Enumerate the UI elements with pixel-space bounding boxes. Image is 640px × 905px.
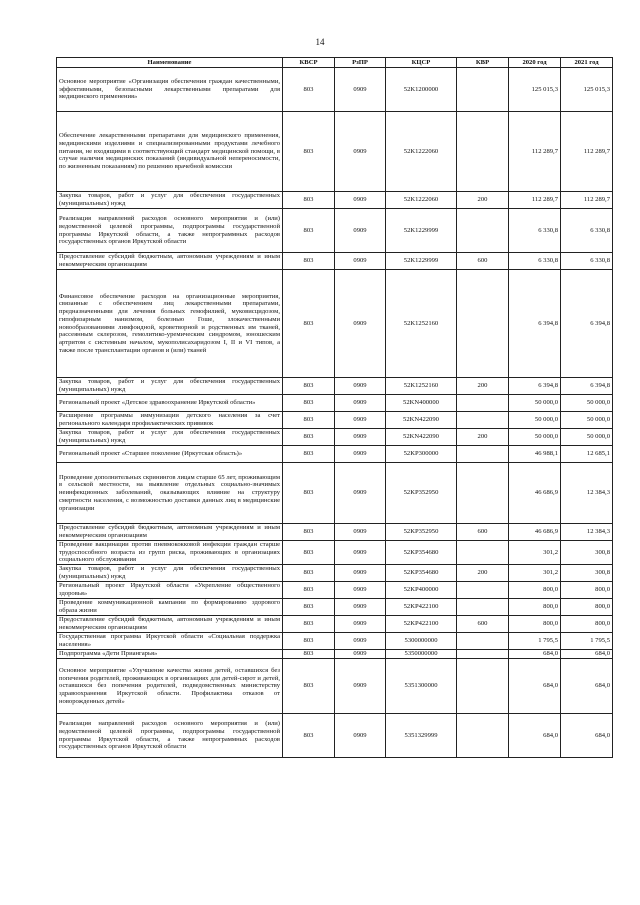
table-row [57, 565, 613, 582]
row-rzpr: 0909 [335, 541, 386, 565]
row-value-2021: 50 000,0 [561, 429, 613, 446]
row-rzpr: 0909 [335, 412, 386, 429]
table-row [57, 192, 613, 209]
row-value-2021: 300,8 [561, 541, 613, 565]
row-value-2020: 301,2 [509, 541, 561, 565]
row-kcsr: 52K1229999 [386, 253, 457, 270]
row-name: Реализация направлений расходов основного мероприятия и (или) ведомственной целевой программы, подпрограммы государственной программы Иркутской области, а также непрограммных расходов государственных органов Иркутской области [57, 209, 283, 253]
row-kvr [457, 112, 509, 192]
row-rzpr: 0909 [335, 616, 386, 633]
row-kvsr: 803 [283, 253, 335, 270]
row-kvr: 200 [457, 378, 509, 395]
table-row [57, 650, 613, 659]
row-value-2020: 50 000,0 [509, 429, 561, 446]
row-kvr: 200 [457, 565, 509, 582]
row-kvr [457, 446, 509, 463]
row-value-2021: 12 685,1 [561, 446, 613, 463]
row-name: Подпрограмма «Дети Приангарья» [57, 650, 283, 659]
row-kvsr: 803 [283, 633, 335, 650]
row-kvr [457, 412, 509, 429]
row-rzpr: 0909 [335, 270, 386, 378]
row-kvr [457, 633, 509, 650]
row-name: Предоставление субсидий бюджетным, автономным учреждениям и иным некоммерческим организациям [57, 616, 283, 633]
row-name: Проведение коммуникационной кампании по формированию здорового образа жизни [57, 599, 283, 616]
row-value-2021: 684,0 [561, 650, 613, 659]
row-kvsr: 803 [283, 650, 335, 659]
row-kvr: 600 [457, 253, 509, 270]
row-rzpr: 0909 [335, 650, 386, 659]
header-kvsr: КВСР [283, 58, 335, 68]
row-value-2020: 46 686,9 [509, 524, 561, 541]
row-name: Закупка товаров, работ и услуг для обеспечения государственных (муниципальных) нужд [57, 565, 283, 582]
row-kvsr: 803 [283, 565, 335, 582]
row-kcsr: 52K1222060 [386, 192, 457, 209]
row-kcsr: 52KP354680 [386, 541, 457, 565]
header-kvr: КВР [457, 58, 509, 68]
table-row [57, 582, 613, 599]
row-kcsr: 52K1200000 [386, 68, 457, 112]
row-name: Региональный проект «Старшее поколение (Иркутская область)» [57, 446, 283, 463]
row-value-2020: 800,0 [509, 616, 561, 633]
table-row [57, 253, 613, 270]
table-row [57, 599, 613, 616]
row-value-2021: 12 384,3 [561, 524, 613, 541]
budget-table [56, 57, 613, 758]
row-rzpr: 0909 [335, 582, 386, 599]
row-value-2020: 1 795,5 [509, 633, 561, 650]
row-name: Основное мероприятие «Организация обеспечения граждан качественными, эффективными, безопасными лекарственными препаратами для медицинского применения» [57, 68, 283, 112]
row-kvsr: 803 [283, 270, 335, 378]
row-kvsr: 803 [283, 659, 335, 714]
table-row [57, 270, 613, 378]
row-rzpr: 0909 [335, 524, 386, 541]
row-name: Предоставление субсидий бюджетным, автономным учреждениям и иным некоммерческим организациям [57, 524, 283, 541]
table-row [57, 112, 613, 192]
row-value-2020: 6 330,8 [509, 209, 561, 253]
row-kcsr: 52K1222060 [386, 112, 457, 192]
row-rzpr: 0909 [335, 633, 386, 650]
row-value-2020: 112 289,7 [509, 192, 561, 209]
row-kcsr: 52KP352950 [386, 463, 457, 524]
row-name: Региональный проект «Детское здравоохранение Иркутской области» [57, 395, 283, 412]
row-value-2020: 301,2 [509, 565, 561, 582]
row-kcsr: 5300000000 [386, 633, 457, 650]
table-row [57, 616, 613, 633]
row-kcsr: 52KP300000 [386, 446, 457, 463]
row-kvr [457, 395, 509, 412]
row-name: Региональный проект Иркутской области «Укрепление общественного здоровья» [57, 582, 283, 599]
row-value-2021: 112 289,7 [561, 192, 613, 209]
row-name: Проведение дополнительных скринингов лицам старше 65 лет, проживающим в сельской местности, на выявление отдельных социально-значимых неинфекционных заболеваний, оказывающих влияние на структуру смертности населения, с возможностью доставки данных лиц в медицинские организации [57, 463, 283, 524]
row-kvsr: 803 [283, 429, 335, 446]
row-kvr [457, 463, 509, 524]
row-kvr [457, 209, 509, 253]
row-kvr: 600 [457, 524, 509, 541]
row-value-2020: 800,0 [509, 582, 561, 599]
table-row [57, 412, 613, 429]
row-kvsr: 803 [283, 714, 335, 758]
row-kvsr: 803 [283, 541, 335, 565]
table-row [57, 524, 613, 541]
header-rzpr: РзПР [335, 58, 386, 68]
table-row [57, 446, 613, 463]
row-value-2021: 300,8 [561, 565, 613, 582]
row-kvr [457, 714, 509, 758]
row-kvr [457, 270, 509, 378]
row-kvsr: 803 [283, 112, 335, 192]
row-kvsr: 803 [283, 524, 335, 541]
row-value-2020: 800,0 [509, 599, 561, 616]
row-value-2020: 50 000,0 [509, 395, 561, 412]
row-kvr: 200 [457, 192, 509, 209]
row-rzpr: 0909 [335, 463, 386, 524]
row-name: Основное мероприятие «Улучшение качества жизни детей, оставшихся без попечения родителей, проживающих в организациях для детей-сирот и детей, оставшихся без попечения родителей, подведомственных министерству здравоохранения Иркутской области. Профилактика отказов от новорожденных детей» [57, 659, 283, 714]
row-kvr: 200 [457, 429, 509, 446]
row-value-2020: 50 000,0 [509, 412, 561, 429]
table-row [57, 378, 613, 395]
table-row [57, 714, 613, 758]
row-rzpr: 0909 [335, 253, 386, 270]
row-kvr [457, 68, 509, 112]
row-name: Обеспечение лекарственными препаратами для медицинского применения, медицинскими изделиями и специализированными продуктами лечебного питания, не входящими в соответствующий стандарт медицинской помощи, в случае наличия медицинских показаний (индивидуальной непереносимости, по жизненным показаниям) по решению врачебной комиссии [57, 112, 283, 192]
row-name: Закупка товаров, работ и услуг для обеспечения государственных (муниципальных) нужд [57, 429, 283, 446]
row-kcsr: 52KP354680 [386, 565, 457, 582]
row-kvsr: 803 [283, 463, 335, 524]
row-kcsr: 52KP422100 [386, 616, 457, 633]
row-name: Реализация направлений расходов основного мероприятия и (или) ведомственной целевой программы, подпрограммы государственной программы Иркутской области, а также непрограммных расходов государственных органов Иркутской области [57, 714, 283, 758]
header-2021: 2021 год [561, 58, 613, 68]
row-kvsr: 803 [283, 599, 335, 616]
table-row [57, 395, 613, 412]
row-kcsr: 52KN400000 [386, 395, 457, 412]
row-name: Предоставление субсидий бюджетным, автономным учреждениям и иным некоммерческим организациям [57, 253, 283, 270]
row-value-2021: 6 330,8 [561, 253, 613, 270]
row-value-2020: 112 289,7 [509, 112, 561, 192]
row-kvr [457, 650, 509, 659]
row-value-2021: 684,0 [561, 659, 613, 714]
row-rzpr: 0909 [335, 209, 386, 253]
row-value-2020: 125 015,3 [509, 68, 561, 112]
row-kvsr: 803 [283, 192, 335, 209]
row-name: Закупка товаров, работ и услуг для обеспечения государственных (муниципальных) нужд [57, 378, 283, 395]
table-row [57, 429, 613, 446]
row-kvr: 600 [457, 616, 509, 633]
row-value-2021: 6 330,8 [561, 209, 613, 253]
row-kvsr: 803 [283, 446, 335, 463]
table-row [57, 209, 613, 253]
row-value-2020: 684,0 [509, 659, 561, 714]
table-header-row [57, 58, 613, 68]
row-kvr [457, 599, 509, 616]
row-kvsr: 803 [283, 582, 335, 599]
page-number: 14 [315, 37, 325, 47]
row-name: Закупка товаров, работ и услуг для обеспечения государственных (муниципальных) нужд [57, 192, 283, 209]
row-value-2020: 6 330,8 [509, 253, 561, 270]
row-rzpr: 0909 [335, 68, 386, 112]
row-name: Расширение программы иммунизации детского населения за счет регионального календаря профилактических прививок [57, 412, 283, 429]
row-kvr [457, 541, 509, 565]
table-row [57, 463, 613, 524]
row-value-2021: 1 795,5 [561, 633, 613, 650]
row-kvsr: 803 [283, 412, 335, 429]
table-row [57, 541, 613, 565]
row-name: Государственная программа Иркутской области «Социальная поддержка населения» [57, 633, 283, 650]
row-kvsr: 803 [283, 68, 335, 112]
row-kvsr: 803 [283, 378, 335, 395]
table-row [57, 68, 613, 112]
row-kvsr: 803 [283, 616, 335, 633]
row-kcsr: 52K1252160 [386, 270, 457, 378]
row-kcsr: 52KP352950 [386, 524, 457, 541]
row-value-2021: 800,0 [561, 599, 613, 616]
row-value-2021: 684,0 [561, 714, 613, 758]
row-value-2021: 50 000,0 [561, 412, 613, 429]
row-kvr [457, 582, 509, 599]
row-kvsr: 803 [283, 395, 335, 412]
row-kcsr: 52K1229999 [386, 209, 457, 253]
header-kcsr: КЦСР [386, 58, 457, 68]
row-value-2021: 12 384,3 [561, 463, 613, 524]
row-value-2021: 50 000,0 [561, 395, 613, 412]
row-kvsr: 803 [283, 209, 335, 253]
row-rzpr: 0909 [335, 395, 386, 412]
row-value-2020: 6 394,8 [509, 270, 561, 378]
row-kvr [457, 659, 509, 714]
header-name: Наименование [57, 58, 283, 68]
row-rzpr: 0909 [335, 714, 386, 758]
row-kcsr: 5350000000 [386, 650, 457, 659]
row-value-2021: 125 015,3 [561, 68, 613, 112]
row-kcsr: 52KN422090 [386, 429, 457, 446]
row-kcsr: 5351329999 [386, 714, 457, 758]
row-rzpr: 0909 [335, 565, 386, 582]
row-kcsr: 52KN422090 [386, 412, 457, 429]
table-row [57, 659, 613, 714]
row-rzpr: 0909 [335, 599, 386, 616]
row-rzpr: 0909 [335, 112, 386, 192]
row-value-2021: 6 394,8 [561, 270, 613, 378]
row-value-2020: 46 988,1 [509, 446, 561, 463]
table-row [57, 633, 613, 650]
row-rzpr: 0909 [335, 659, 386, 714]
row-rzpr: 0909 [335, 429, 386, 446]
row-rzpr: 0909 [335, 192, 386, 209]
row-value-2021: 800,0 [561, 582, 613, 599]
row-value-2020: 684,0 [509, 650, 561, 659]
row-rzpr: 0909 [335, 378, 386, 395]
row-kcsr: 5351300000 [386, 659, 457, 714]
row-value-2021: 800,0 [561, 616, 613, 633]
row-value-2020: 684,0 [509, 714, 561, 758]
row-name: Финансовое обеспечение расходов на организационные мероприятия, связанные с обеспечением лиц лекарственными препаратами, предназначенными для лечения больных гемофилией, муковисцидозом, гипофизарным нанизмом, болезнью Гоше, злокачественными новообразованиями лимфоидной, кроветворной и родственных им тканей, рассеянным склерозом, гемолитико-уремическим синдромом, юношеским артритом с системным началом, мукополисахаридозом I, II и VI типов, а также после трансплантации органов и (или) тканей [57, 270, 283, 378]
row-value-2020: 6 394,8 [509, 378, 561, 395]
row-value-2021: 6 394,8 [561, 378, 613, 395]
row-value-2021: 112 289,7 [561, 112, 613, 192]
header-2020: 2020 год [509, 58, 561, 68]
row-value-2020: 46 686,9 [509, 463, 561, 524]
row-rzpr: 0909 [335, 446, 386, 463]
row-kcsr: 52KP422100 [386, 599, 457, 616]
row-kcsr: 52KP400000 [386, 582, 457, 599]
row-kcsr: 52K1252160 [386, 378, 457, 395]
row-name: Проведение вакцинации против пневмококковой инфекции граждан старше трудоспособного возраста из групп риска, проживающих в организациях социального обслуживания [57, 541, 283, 565]
